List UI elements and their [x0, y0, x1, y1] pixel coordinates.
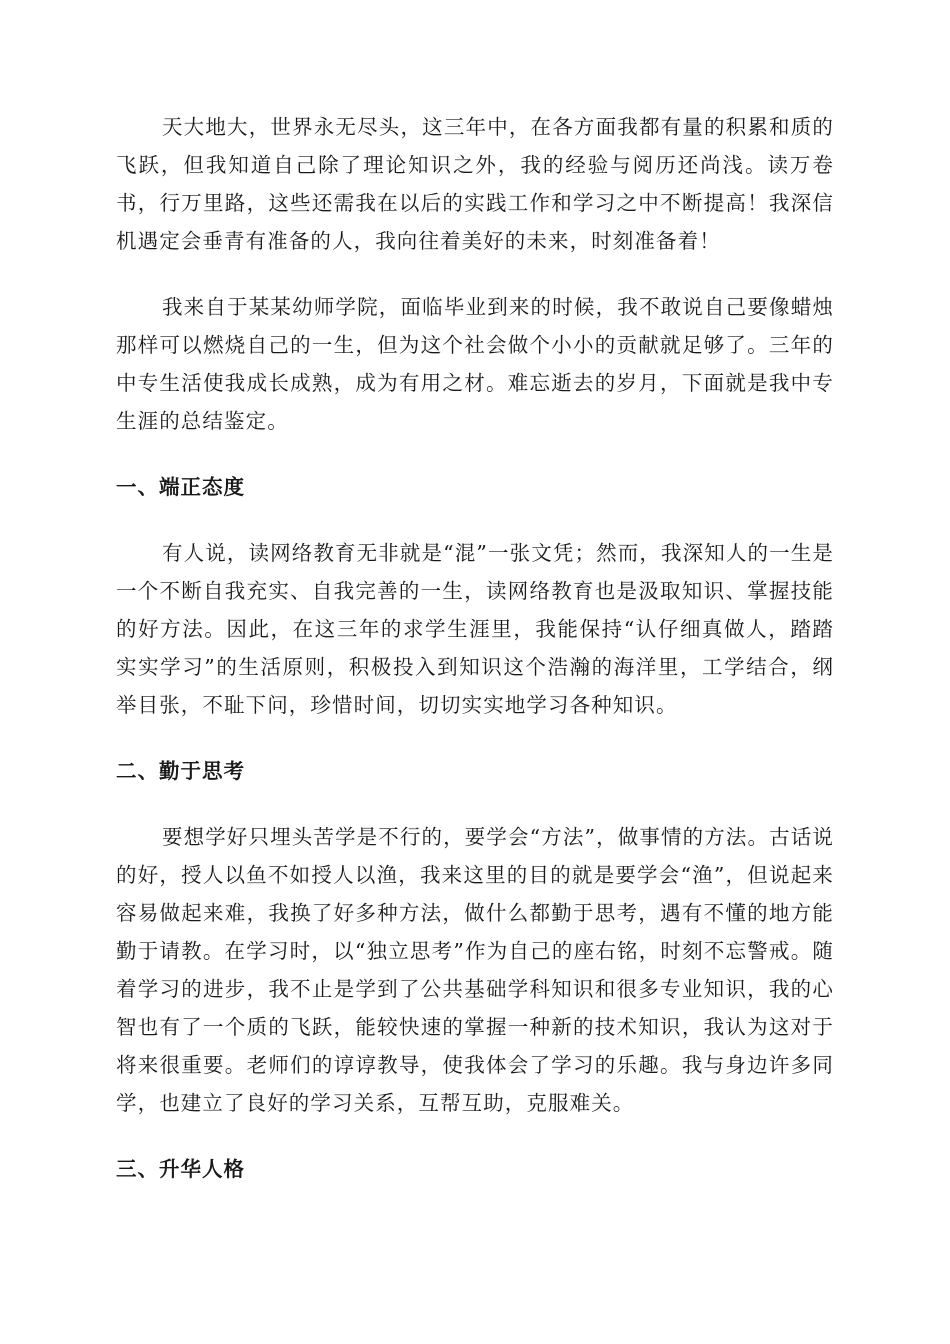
- section-heading-character: 三、升华人格: [116, 1157, 245, 1181]
- section-paragraph-attitude: 有人说，读网络教育无非就是“混”一张文凭；然而，我深知人的一生是一个不断自我充实、自我完善的一生，读网络教育也是汲取知识、掌握技能的好方法。因此，在这三年的求学生涯里，我能保持“认仔细真做人，踏踏实实学习”的生活原则，积极投入到知识这个浩瀚的海洋里，工学结合，纲举目张，不耻下问，珍惜时间，切切实实地学习各种知识。: [116, 541, 834, 717]
- document-body: [116, 108, 834, 1216]
- intro-paragraph-1: 天大地大，世界永无尽头，这三年中，在各方面我都有量的积累和质的飞跃，但我知道自己除了理论知识之外，我的经验与阅历还尚浅。读万卷书，行万里路，这些还需我在以后的实践工作和学习之中不断提高！我深信机遇定会垂青有准备的人，我向往着美好的未来，时刻准备着！: [116, 115, 834, 253]
- section-paragraph-thinking: 要想学好只埋头苦学是不行的，要学会“方法”，做事情的方法。古话说的好，授人以鱼不如授人以渔，我来这里的目的就是要学会“渔”，但说起来容易做起来难，我换了好多种方法，做什么都勤于思考，遇有不懂的地方能勤于请教。在学习时，以“独立思考”作为自己的座右铭，时刻不忘警戒。随着学习的进步，我不止是学到了公共基础学科知识和很多专业知识，我的心智也有了一个质的飞跃，能较快速的掌握一种新的技术知识，我认为这对于将来很重要。老师们的谆谆教导，使我体会了学习的乐趣。我与身边许多同学，也建立了良好的学习关系，互帮互助，克服难关。: [116, 825, 834, 1115]
- section-heading-thinking: 二、勤于思考: [116, 759, 245, 783]
- section-heading-attitude: 一、端正态度: [116, 475, 245, 499]
- intro-paragraph-2: 我来自于某某幼师学院，面临毕业到来的时候，我不敢说自己要像蜡烛那样可以燃烧自己的一生，但为这个社会做个小小的贡献就足够了。三年的中专生活使我成长成熟，成为有用之材。难忘逝去的岁月，下面就是我中专生涯的总结鉴定。: [116, 295, 834, 433]
